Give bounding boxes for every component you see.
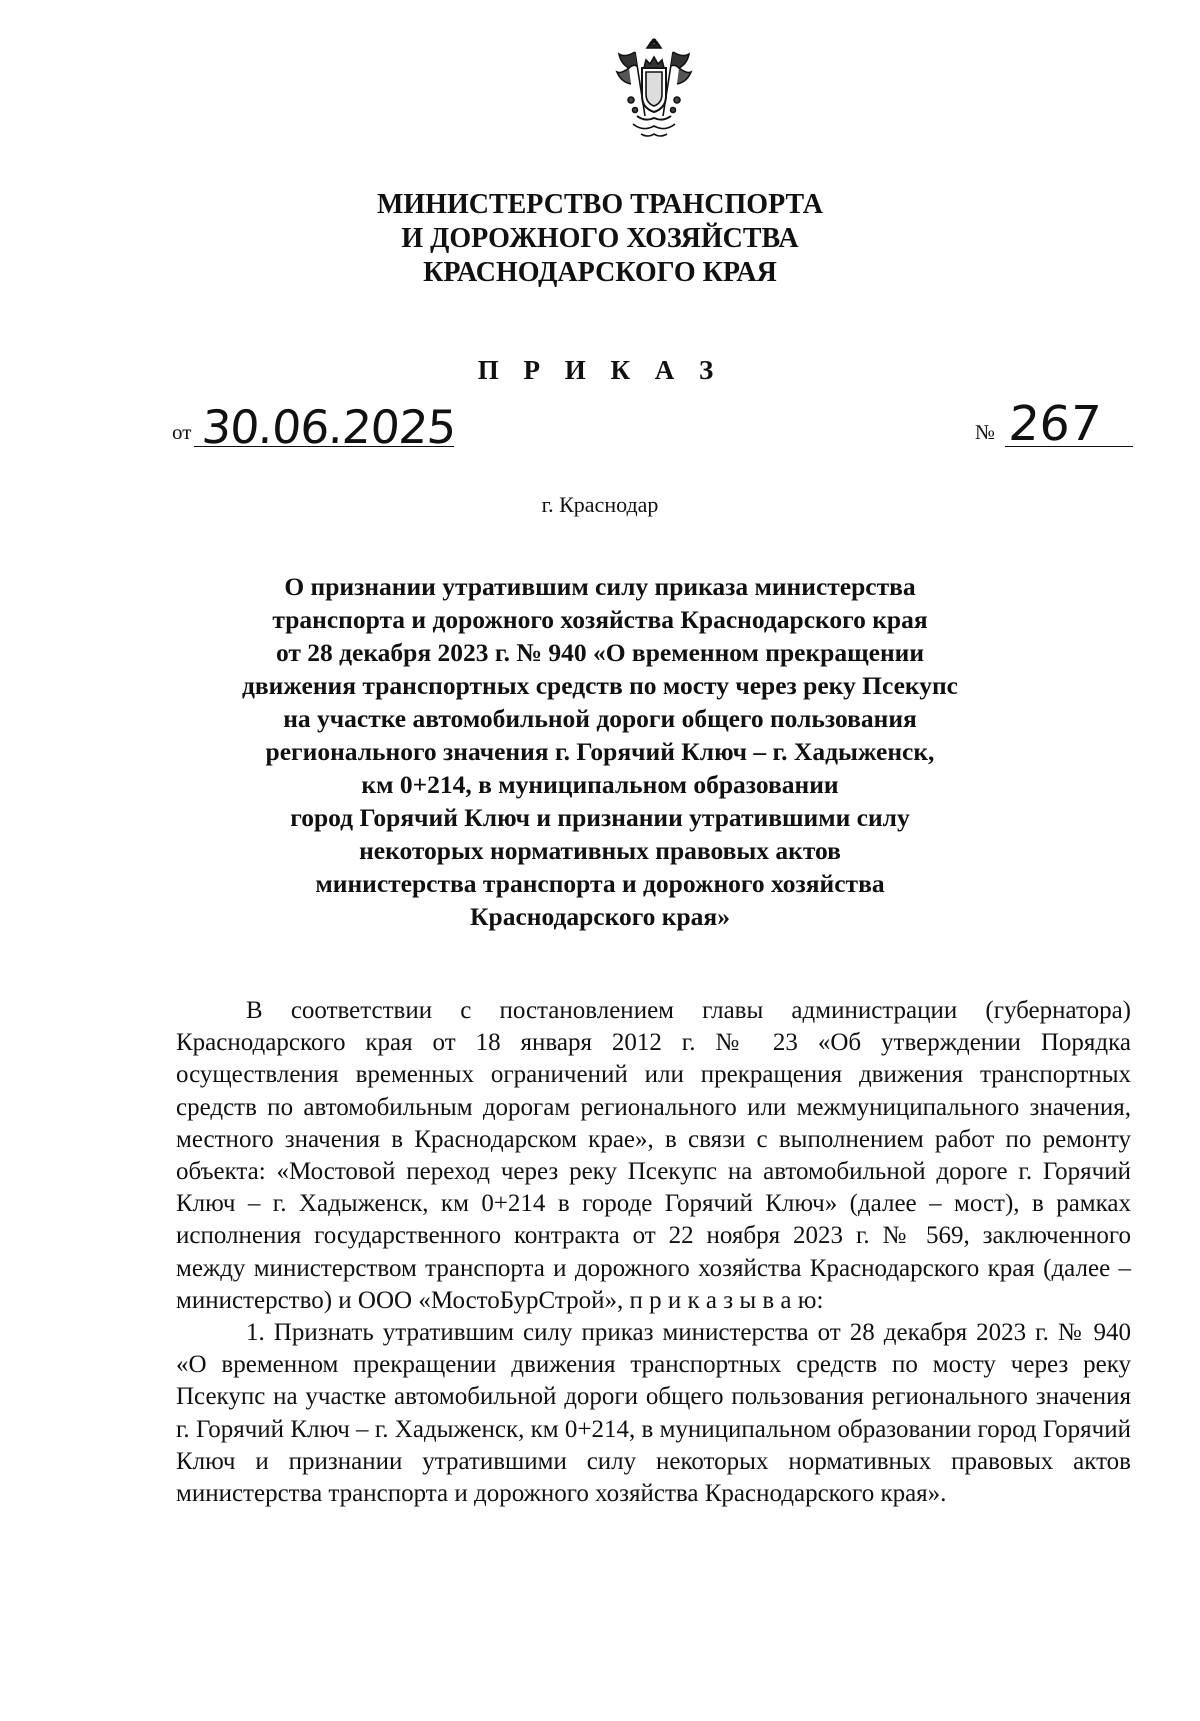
order-date	[172, 400, 472, 454]
date-underline	[194, 446, 454, 447]
subject-line: О признании утратившим силу приказа министерства	[284, 572, 916, 601]
subject-line: на участке автомобильной дороги общего пользования	[283, 704, 917, 733]
subject-line: министерства транспорта и дорожного хозяйства	[315, 869, 885, 898]
ministry-name-line-2: И ДОРОЖНОГО ХОЗЯЙСТВА	[401, 223, 799, 254]
document-type: П Р И К А З	[477, 355, 723, 385]
subject-line: от 28 декабря 2023 г. № 940 «О временном прекращении	[275, 638, 925, 667]
subject-line: транспорта и дорожного хозяйства Краснодарского края	[272, 605, 928, 634]
order-subject	[0, 570, 1200, 933]
number-handwritten: 267	[1007, 396, 1103, 452]
subject-line: движения транспортных средств по мосту через реку Псекупс	[242, 671, 958, 700]
subject-line: км 0+214, в муниципальном образовании	[361, 770, 839, 799]
ministry-name-line-1: МИНИСТЕРСТВО ТРАНСПОРТА	[376, 189, 824, 220]
subject-line: город Горячий Ключ и признании утратившими силу	[290, 803, 910, 832]
ministry-name-line-3: КРАСНОДАРСКОГО КРАЯ	[423, 257, 777, 288]
preamble-paragraph: В соответствии с постановлением главы администрации (губернатора) Краснодарского края от 18 января 2012 г. № 23 «Об утверждении Порядка осуществления временных ограничений или прекращения движения транспортных средств по автомобильным дорогам регионального или межмуниципального значения, местного значения в Краснодарском крае», в связи с выполнением работ по ремонту объекта: «Мостовой переход через реку Псекупс на автомобильной дороге г. Горячий Ключ – г. Хадыженск, км 0+214 в городе Горячий Ключ» (далее – мост), в рамках исполнения государственного контракта от 22 ноября 2023 г. № 569, заключенного между министерством транспорта и дорожного хозяйства Краснодарского края (далее – министерство) и ООО «МостоБурСтрой», п р и к а з ы в а ю:	[176, 997, 1131, 1314]
date-prefix: от	[172, 420, 192, 444]
date-handwritten: 30.06.2025	[200, 400, 458, 454]
order-number	[975, 396, 1135, 450]
number-underline	[1005, 446, 1133, 447]
order-body	[176, 995, 1131, 1510]
subject-line: некоторых нормативных правовых актов	[359, 836, 841, 865]
subject-line: Краснодарского края»	[470, 902, 730, 931]
order-item-1: 1. Признать утратившим силу приказ министерства от 28 декабря 2023 г. № 940 «О временном прекращении движения транспортных средств по мосту через реку Псекупс на участке автомобильной дороги общего пользования регионального значения г. Горячий Ключ – г. Хадыженск, км 0+214, в муниципальном образовании город Горячий Ключ и признании утратившими силу некоторых нормативных правовых актов министерства транспорта и дорожного хозяйства Краснодарского края».	[176, 1319, 1131, 1508]
number-prefix: №	[975, 420, 996, 444]
coat-of-arms-icon	[615, 38, 693, 144]
subject-line: регионального значения г. Горячий Ключ – г. Хадыженск,	[265, 737, 935, 766]
city: г. Краснодар	[541, 492, 659, 517]
